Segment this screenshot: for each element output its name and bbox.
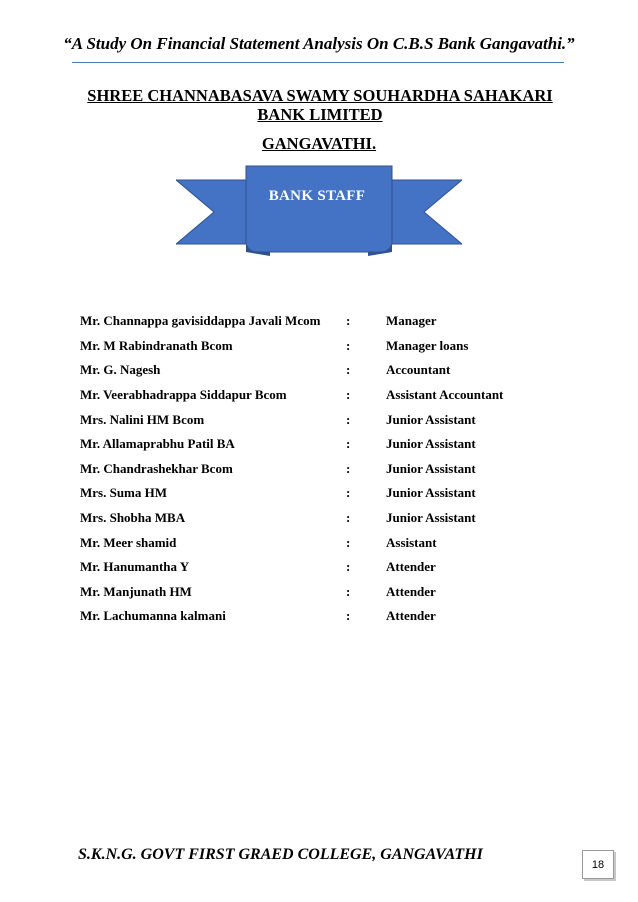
staff-role: Junior Assistant — [386, 436, 476, 452]
staff-name: Mr. Manjunath HM — [80, 583, 192, 599]
staff-role: Junior Assistant — [386, 510, 476, 526]
page-number-badge: 18 — [582, 850, 614, 879]
staff-separator: : — [346, 436, 351, 452]
staff-name: Mr. Hanumantha Y — [80, 559, 190, 575]
staff-role: Manager loans — [386, 337, 469, 353]
staff-name: Mr. Channappa gavisiddappa Javali Mcom — [80, 313, 321, 329]
staff-role: Junior Assistant — [386, 411, 476, 427]
staff-separator: : — [346, 608, 351, 624]
staff-name: Mr. G. Nagesh — [80, 362, 161, 378]
staff-name: Mrs. Suma HM — [80, 485, 168, 501]
staff-row — [80, 604, 560, 629]
staff-role: Junior Assistant — [386, 460, 476, 476]
staff-row — [80, 530, 560, 555]
staff-name: Mr. Veerabhadrappa Siddapur Bcom — [80, 387, 287, 403]
staff-role: Assistant Accountant — [386, 387, 504, 403]
staff-separator: : — [346, 313, 351, 329]
bank-city-heading: GANGAVATHI. — [261, 134, 377, 153]
staff-role: Attender — [386, 583, 436, 599]
staff-name: Mrs. Shobha MBA — [80, 510, 186, 526]
staff-role: Junior Assistant — [386, 485, 476, 501]
staff-separator: : — [346, 362, 351, 378]
staff-name: Mr. Meer shamid — [80, 534, 177, 550]
staff-separator: : — [346, 534, 351, 550]
staff-row — [80, 580, 560, 605]
staff-separator: : — [346, 510, 351, 526]
header-divider — [72, 62, 564, 63]
staff-separator: : — [346, 460, 351, 476]
staff-name: Mr. M Rabindranath Bcom — [80, 337, 233, 353]
staff-separator: : — [346, 583, 351, 599]
page-header: “A Study On Financial Statement Analysis On C.B.S Bank Gangavathi.” — [63, 34, 575, 53]
staff-row — [80, 457, 560, 482]
staff-role: Accountant — [386, 362, 451, 378]
staff-name: Mr. Lachumanna kalmani — [80, 608, 226, 624]
staff-separator: : — [346, 337, 351, 353]
staff-separator: : — [346, 387, 351, 403]
staff-row — [80, 481, 560, 506]
staff-role: Attender — [386, 559, 436, 575]
staff-name: Mrs. Nalini HM Bcom — [80, 411, 205, 427]
staff-table — [80, 309, 560, 629]
staff-row — [80, 334, 560, 359]
staff-name: Mr. Chandrashekhar Bcom — [80, 460, 233, 476]
staff-role: Assistant — [386, 534, 437, 550]
staff-separator: : — [346, 411, 351, 427]
staff-row — [80, 506, 560, 531]
staff-separator: : — [346, 559, 351, 575]
staff-row — [80, 358, 560, 383]
bank-staff-label: BANK STAFF — [268, 188, 366, 204]
staff-role: Attender — [386, 608, 436, 624]
staff-name: Mr. Allamaprabhu Patil BA — [80, 436, 235, 452]
staff-row — [80, 555, 560, 580]
staff-separator: : — [346, 485, 351, 501]
ribbon-main-band — [246, 166, 392, 252]
page-footer: S.K.N.G. GOVT FIRST GRAED COLLEGE, GANGAVATHI — [78, 846, 483, 863]
staff-row — [80, 407, 560, 432]
staff-role: Manager — [386, 313, 437, 329]
bank-name-heading: SHREE CHANNABASAVA SWAMY SOUHARDHA SAHAKARI BANK LIMITED — [87, 86, 553, 124]
staff-row — [80, 432, 560, 457]
staff-row — [80, 383, 560, 408]
staff-row — [80, 309, 560, 334]
bank-staff-ribbon — [176, 160, 462, 260]
